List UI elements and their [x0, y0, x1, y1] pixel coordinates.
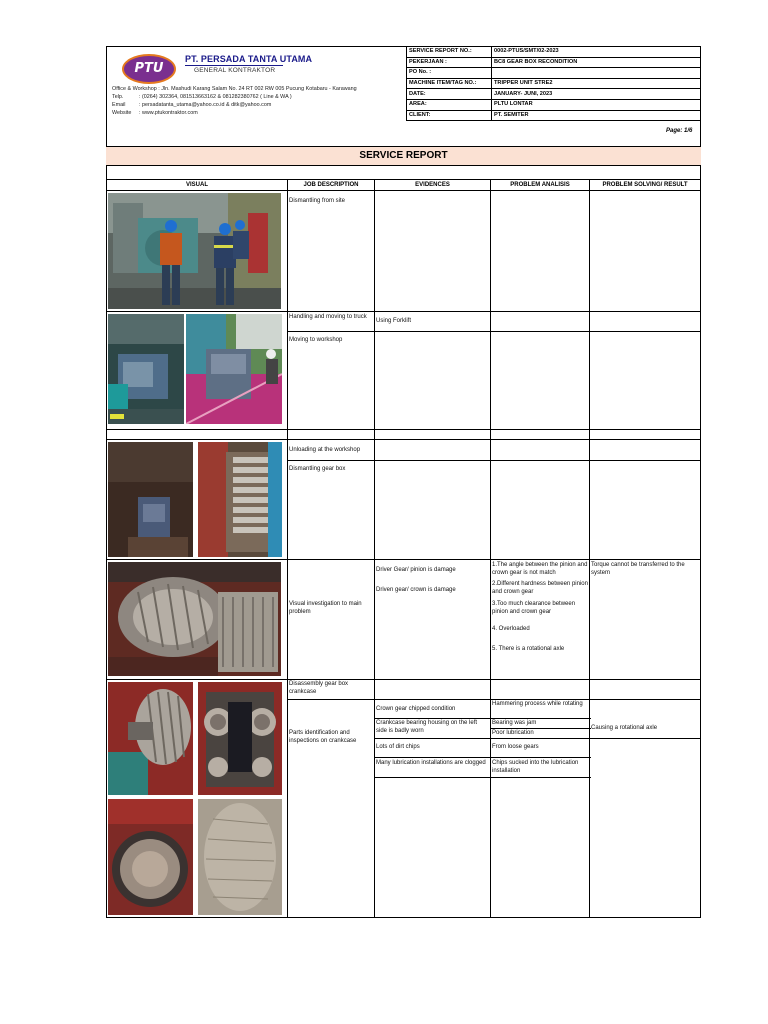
column-header-job: JOB DESCRIPTION [287, 179, 375, 191]
page-number: Page: 1/6 [666, 128, 693, 134]
grid-line [287, 460, 701, 461]
photo-bearing-surface [198, 799, 282, 915]
photo-crankcase-housing [198, 682, 282, 795]
telephone-line [112, 94, 292, 100]
info-label: PEKERJAAN : [407, 57, 492, 68]
grid-line [589, 191, 590, 918]
info-label: SERVICE REPORT NO.: [407, 47, 492, 58]
website-line [112, 110, 198, 116]
grid-line [490, 191, 491, 918]
info-row [407, 89, 701, 100]
info-value: JANUARY- JUNI, 2023 [492, 89, 701, 100]
grid-line [287, 191, 288, 918]
telp-value: : (0264) 302364, 081513663162 & 081282380762 ( Line & WA ) [139, 94, 292, 100]
photo-crown-gear-chipped [108, 682, 193, 795]
result-rotational-axle: Causing a rotational axle [591, 725, 658, 731]
info-value: 0002-PTUS/SMT/02-2023 [492, 47, 701, 58]
evidence-lubrication-clogged: Many lubrication installations are clogged [376, 760, 486, 766]
result-torque: Torque cannot be transferred to the system [591, 562, 685, 576]
logo-text: PTU [134, 61, 164, 76]
company-subtitle: GENERAL KONTRAKTOR [194, 67, 276, 74]
info-value: BC8 GEAR BOX RECONDITION [492, 57, 701, 68]
analysis-overloaded: 4. Overloaded [492, 626, 530, 632]
website-value: : www.ptukontraktor.com [139, 110, 198, 116]
email-line [112, 102, 271, 108]
job-dismantling-gearbox: Dismantling gear box [289, 466, 346, 472]
grid-line [374, 777, 591, 778]
info-label: MACHINE ITEM/TAG NO.: [407, 78, 492, 89]
evidence-housing-worn: Crankcase bearing housing on the left side is badly worn [376, 720, 478, 734]
evidence-pinion-damage: Driver Gear/ pinion is damage [376, 567, 456, 573]
grid-line [374, 191, 375, 918]
analysis-chips-sucked: Chips sucked into the lubrication installation [492, 760, 579, 774]
analysis-loose-gears: From loose gears [492, 744, 539, 750]
photo-gearbox-open [198, 442, 282, 557]
column-header-evidences: EVIDENCES [374, 179, 491, 191]
photo-bearing-worn [108, 799, 193, 915]
telp-label: Telp. [112, 94, 124, 100]
info-row [407, 99, 701, 110]
info-value: PLTU LONTAR [492, 99, 701, 110]
analysis-bearing-jam: Bearing was jam [492, 720, 537, 726]
analysis-hardness: 2.Different hardness between pinion and crown gear [492, 581, 588, 595]
job-disassembly-crankcase: Disassembly gear box crankcase [289, 681, 349, 695]
photo-unloading-workshop [108, 442, 193, 557]
info-label: CLIENT: [407, 110, 492, 121]
column-header-solving: PROBLEM SOLVING/ RESULT [589, 179, 701, 191]
job-handling-truck: Handling and moving to truck [289, 314, 367, 320]
info-label: PO No. : [407, 68, 492, 79]
info-value: PT. SEMITER [492, 110, 701, 121]
evidence-crown-chipped: Crown gear chipped condition [376, 706, 456, 712]
evidence-forklift: Using Forklift [376, 318, 412, 324]
info-row [407, 47, 701, 58]
analysis-rotational-axle: 5. There is a rotational axle [492, 646, 565, 652]
website-label: Website [112, 110, 132, 116]
photo-forklift [108, 314, 184, 424]
photo-dismantling-site [108, 193, 281, 309]
email-value: : persadatanta_utama@yahoo.co.id & ditk@yahoo.com [139, 102, 272, 108]
info-row [407, 110, 701, 121]
info-row [407, 78, 701, 89]
info-label: DATE: [407, 89, 492, 100]
job-moving-workshop: Moving to workshop [289, 337, 343, 343]
job-unloading: Unloading at the workshop [289, 447, 361, 453]
grid-line [106, 311, 701, 312]
info-value [492, 68, 701, 79]
info-value: TRIPPER UNIT STRE2 [492, 78, 701, 89]
info-row [407, 57, 701, 68]
job-dismantling-site: Dismantling from site [289, 198, 346, 204]
report-info-table [406, 46, 701, 121]
grid-line [287, 331, 701, 332]
grid-line [106, 439, 701, 440]
evidence-crown-damage: Driven gear/ crown is damage [376, 587, 456, 593]
info-label: AREA: [407, 99, 492, 110]
grid-line [106, 559, 701, 560]
grid-line [106, 679, 701, 680]
company-name-underline [185, 65, 283, 66]
photo-truck-loading [186, 314, 282, 424]
grid-line [374, 738, 701, 739]
info-row [407, 68, 701, 79]
job-visual-investigation: Visual investigation to main problem [289, 601, 362, 615]
photo-gear-damage [108, 562, 281, 676]
grid-line [374, 757, 591, 758]
email-label: Email [112, 102, 126, 108]
office-address: Office & Workshop : Jln. Mashudi Karang Salam No. 24 RT 002 RW 005 Pucung Kotabaru - Karawang [112, 86, 357, 92]
grid-line [106, 429, 701, 430]
report-page [106, 46, 701, 918]
job-parts-identification: Parts identification and inspections on crankcase [289, 730, 357, 744]
analysis-poor-lubrication: Poor lubrication [492, 730, 534, 736]
company-logo [122, 54, 176, 84]
column-header-visual: VISUAL [106, 179, 288, 191]
analysis-angle: 1.The angle between the pinion and crown gear is not match [492, 562, 588, 576]
analysis-hammering: Hammering process while rotating [492, 701, 583, 707]
company-name: PT. PERSADA TANTA UTAMA [185, 54, 313, 64]
column-header-problem: PROBLEM ANALISIS [490, 179, 590, 191]
analysis-clearance: 3.Too much clearance between pinion and crown gear [492, 601, 576, 615]
evidence-dirt-chips: Lots of dirt chips [376, 744, 420, 750]
report-title: SERVICE REPORT [106, 146, 701, 166]
